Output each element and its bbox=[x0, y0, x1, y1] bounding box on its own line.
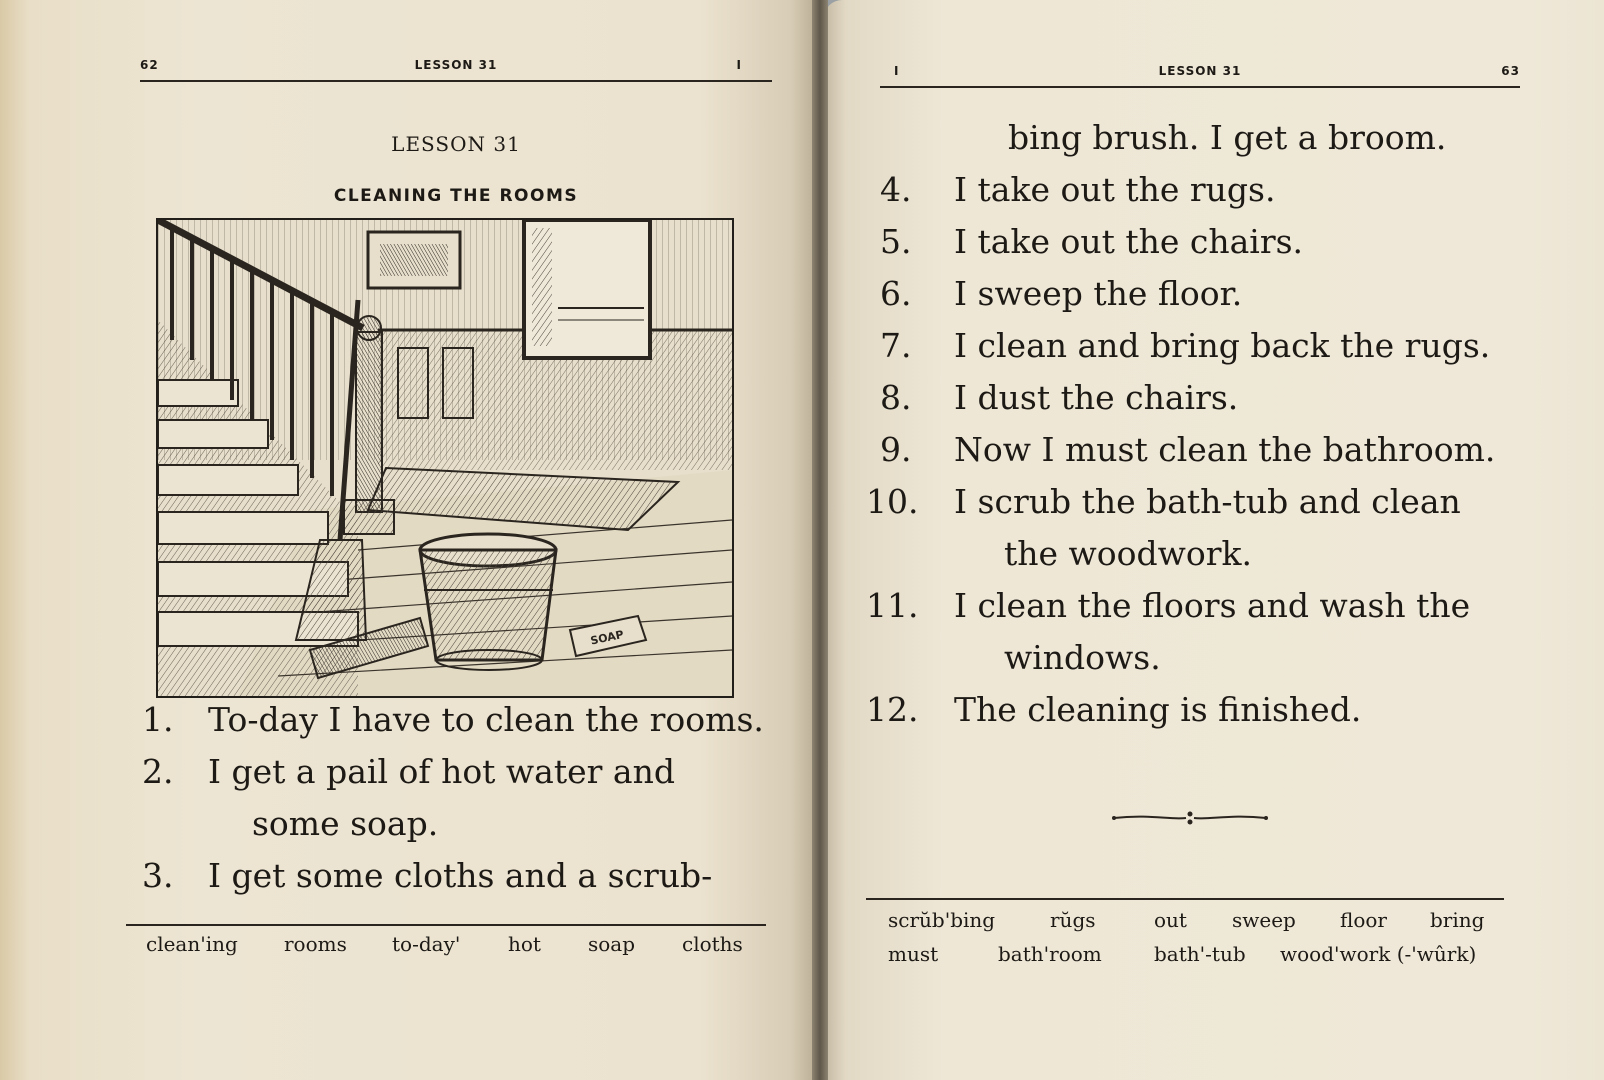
vocabulary-word: rŭgs bbox=[1050, 908, 1096, 932]
vocabulary-word: sweep bbox=[1232, 908, 1296, 932]
line-text: I scrub the bath-tub and clean bbox=[954, 482, 1461, 521]
running-title: LESSON 31 bbox=[1158, 64, 1242, 78]
line-number: 1. bbox=[142, 700, 174, 739]
line-number: 8. bbox=[880, 378, 912, 417]
vocabulary-word: out bbox=[1154, 908, 1187, 932]
reading-line bbox=[142, 746, 782, 798]
book-gutter bbox=[812, 0, 828, 1080]
line-text: I sweep the floor. bbox=[954, 274, 1243, 313]
running-title: LESSON 31 bbox=[414, 58, 498, 72]
line-text: I get some cloths and a scrub- bbox=[208, 856, 713, 895]
illustration-drawing bbox=[158, 220, 732, 696]
line-number: 10. bbox=[866, 482, 919, 521]
right-running-head bbox=[880, 64, 1520, 88]
reading-line bbox=[866, 372, 1526, 424]
line-number: 2. bbox=[142, 752, 174, 791]
line-text: I clean and bring back the rugs. bbox=[954, 326, 1491, 365]
vocabulary-word: bring bbox=[1430, 908, 1485, 932]
line-number: 4. bbox=[880, 170, 912, 209]
vocabulary-word: must bbox=[888, 942, 939, 966]
line-number: 7. bbox=[880, 326, 912, 365]
page-number: 62 bbox=[140, 58, 159, 72]
reading-line bbox=[866, 216, 1526, 268]
line-number: 3. bbox=[142, 856, 174, 895]
vocabulary-word: floor bbox=[1340, 908, 1387, 932]
line-text: I take out the chairs. bbox=[954, 222, 1304, 261]
reading-line bbox=[866, 580, 1526, 632]
cleaning-illustration bbox=[156, 218, 734, 698]
line-number: 11. bbox=[866, 586, 919, 625]
line-continuation: the woodwork. bbox=[1004, 534, 1253, 573]
vocabulary-rule bbox=[866, 898, 1504, 900]
vocabulary-word: bath'room bbox=[998, 942, 1102, 966]
reading-line bbox=[866, 476, 1526, 528]
reading-line bbox=[866, 684, 1526, 736]
left-running-head bbox=[140, 58, 772, 82]
line-text: To-day I have to clean the rooms. bbox=[208, 700, 764, 739]
lesson-subheading: CLEANING THE ROOMS bbox=[333, 186, 579, 206]
vocabulary-word: hot bbox=[508, 932, 541, 956]
line-text: Now I must clean the bathroom. bbox=[954, 430, 1496, 469]
reading-line bbox=[142, 694, 782, 746]
page-number: 63 bbox=[1501, 64, 1520, 78]
running-mark: I bbox=[736, 58, 742, 72]
line-continuation: bing brush. I get a broom. bbox=[1008, 118, 1447, 157]
soap-label: SOAP bbox=[589, 627, 625, 648]
vocabulary-list bbox=[0, 908, 1604, 938]
vocabulary-word: scrŭb'bing bbox=[888, 908, 996, 932]
left-reading-lines bbox=[142, 694, 782, 902]
line-text: The cleaning is finished. bbox=[954, 690, 1362, 729]
line-text: I dust the chairs. bbox=[954, 378, 1239, 417]
ornament-divider bbox=[1110, 808, 1270, 828]
reading-line bbox=[866, 268, 1526, 320]
line-number: 5. bbox=[880, 222, 912, 261]
line-number: 9. bbox=[880, 430, 912, 469]
line-text: I clean the floors and wash the bbox=[954, 586, 1471, 625]
vocabulary-word: bath'-tub bbox=[1154, 942, 1246, 966]
reading-line bbox=[142, 850, 782, 902]
line-number: 6. bbox=[880, 274, 912, 313]
line-continuation: windows. bbox=[1004, 638, 1161, 677]
line-continuation: some soap. bbox=[252, 804, 439, 843]
vocabulary-word: to-day' bbox=[392, 932, 461, 956]
line-text: I get a pail of hot water and bbox=[208, 752, 675, 791]
vocabulary-word: soap bbox=[588, 932, 636, 956]
vocabulary-word: clean'ing bbox=[146, 932, 238, 956]
reading-line bbox=[866, 424, 1526, 476]
line-number: 12. bbox=[866, 690, 919, 729]
vocabulary-word: cloths bbox=[682, 932, 743, 956]
right-reading-lines bbox=[866, 112, 1526, 736]
lesson-heading: LESSON 31 bbox=[391, 132, 521, 156]
vocabulary-list bbox=[0, 942, 1604, 972]
reading-line bbox=[866, 164, 1526, 216]
reading-line bbox=[866, 320, 1526, 372]
vocabulary-word: rooms bbox=[284, 932, 347, 956]
running-mark: I bbox=[894, 64, 900, 78]
line-text: I take out the rugs. bbox=[954, 170, 1276, 209]
vocabulary-word: wood'work (-'wûrk) bbox=[1280, 942, 1477, 966]
